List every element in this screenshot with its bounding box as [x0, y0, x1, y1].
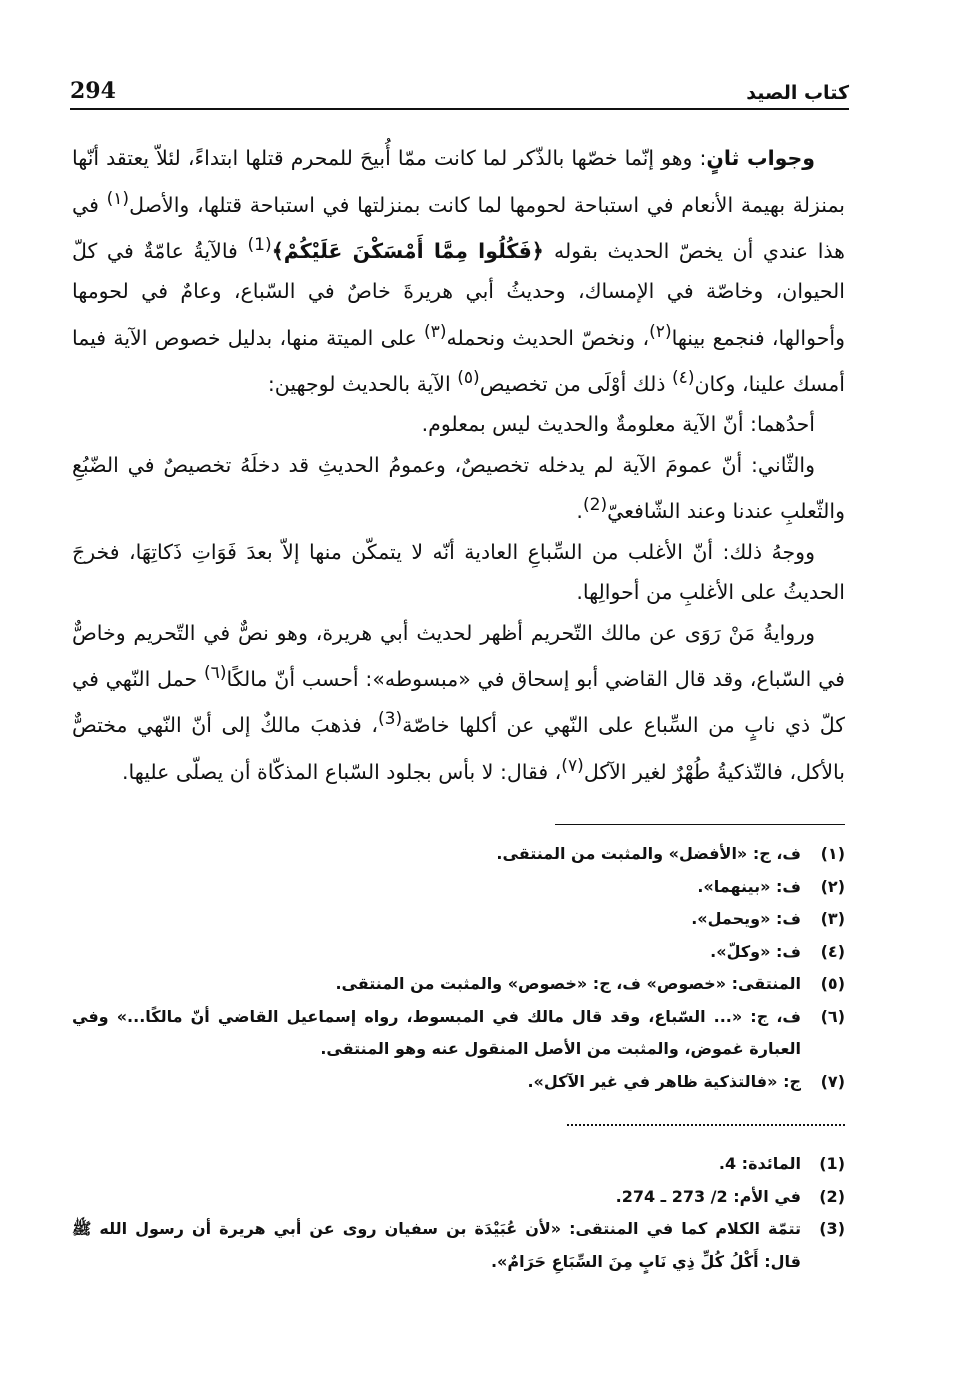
- paragraph-text: ذلك أوْلَى من تخصيص: [479, 371, 672, 396]
- footnote: [72, 1213, 845, 1278]
- footnote: [72, 1148, 845, 1181]
- paragraph-1: [72, 138, 845, 404]
- paragraph-text: والثّاني: أنّ عمومَ الآية لم يدخله تخصيصٌ، وعمومُ الحديثِ قد دخلَهُ تخصيصٌ في الضّبُعِ والثّعلبِ عندنا وعند الشّافعيّ: [72, 452, 845, 524]
- paragraph-text: : وهو إنّما خصّها بالذّكر لما كانت ممّا أُبيحَ للمحرم قتلها ابتداءً، لئلاّ يعتقد أنّها بمنزلة بهيمة الأنعام في استباحة لحومها لما كانت بمنزلتها في استباحة قتلها، والأصل: [72, 146, 845, 217]
- footnote-number: (1): [819, 1154, 845, 1173]
- footnote-number: (٥): [820, 974, 845, 993]
- paragraph-lead: وجواب ثانٍ: [706, 146, 815, 170]
- footnote-text: المائدة: 4.: [718, 1154, 801, 1173]
- footnote: [72, 871, 845, 904]
- paragraph-text: فالآيةُ عامّةٌ في كلّ الحيوان، وخاصّة في الإمساك، وحديثُ أبي هريرةَ خاصٌ في السّباع، وعامٌ في لحومها وأحوالها، فنجمع بينها: [72, 238, 845, 350]
- running-title: كتاب الصيد: [746, 82, 849, 104]
- footnote-text: ف: «بينهما».: [697, 876, 801, 896]
- paragraph-4: ووجهُ ذلك: أنّ الأغلب من السِّباعِ العادية أنّه لا يتمكّن منها إلاّ بعدَ فَوَاتِ ذَكاتِهَا، فخرجَ الحديثُ على الأغلبِ من أحوالِها.: [72, 539, 845, 605]
- footnote-number: (٣): [820, 909, 845, 928]
- footnote-separator: [555, 824, 845, 825]
- footnote: [72, 1001, 845, 1066]
- footnote: [72, 1066, 845, 1099]
- footnote-text: ف، ج: «الأفضل» والمثبت من المنتقى.: [496, 844, 801, 863]
- footnote-text: تتمّة الكلام كما في المنتقى: «لأن عُبَيْدَة بن سفيان روى عن أبي هريرة أن رسول الله ﷺ قال: أَكْلُ كُلِّ ذِي نَابٍ مِنَ السِّبَاعِ حَرَامٌ».: [72, 1219, 801, 1271]
- footnote-number: (٤): [820, 941, 845, 961]
- paragraph-3: [72, 445, 845, 532]
- page-number: 294: [70, 78, 116, 104]
- dotted-separator: [567, 1124, 845, 1126]
- footnote-text: ف: «ويحمل».: [691, 909, 801, 928]
- footnote-ref: (2): [582, 495, 608, 516]
- footnote-ref: (٧): [561, 755, 584, 776]
- paragraph-5: [72, 613, 845, 792]
- footnote-ref: (٤): [671, 367, 695, 388]
- footnote: [72, 1181, 845, 1214]
- footnote-text: ف، ج: «... السّباع، وقد قال مالك في المبسوط، رواه إسماعيل القاضي أنّ مالكًا...» وفي العبارة غموض، والمثبت من الأصل المنقول عنه وهو المنتقى.: [72, 1006, 801, 1058]
- page-header: [70, 74, 849, 110]
- paragraph-text: ، فقال: لا بأس بجلود السّباع المذكّاة أن يصلّى عليها.: [121, 759, 562, 784]
- footnote-text: ف: «وكلّ».: [710, 941, 801, 961]
- footnote-number: (3): [819, 1219, 845, 1238]
- footnote-ref: (٦): [203, 663, 227, 684]
- paragraph-2: أحدُهما: أنّ الآية معلومةٌ والحديث ليس بمعلوم.: [421, 412, 815, 437]
- paragraph-text: في هذا عندي أن يخصّ الحديث بقوله: [72, 192, 845, 263]
- footnote-ref: (1): [247, 234, 272, 255]
- footnote-text: ج: «فالتذكية ظاهر في غير الآكل».: [527, 1071, 801, 1091]
- footnote-number: (١): [820, 844, 845, 863]
- footnote: [72, 838, 845, 871]
- footnote-ref: (3): [377, 709, 403, 730]
- footnote-ref: (٥): [457, 367, 480, 388]
- paragraph-text: على الميتة منها، بدليل خصوص الآية فيما أمسك علينا، وكان: [72, 325, 845, 396]
- manuscript-footnotes: [72, 838, 845, 1098]
- footnote-text: في الأم: 2/ 273 ـ 274.: [615, 1186, 801, 1206]
- quran-quote: ﴿فَكُلُوا مِمَّا أَمْسَكْنَ عَلَيْكُمْ﴾: [271, 238, 555, 263]
- footnote-number: (2): [819, 1186, 845, 1206]
- main-text: [72, 138, 845, 792]
- footnote: [72, 936, 845, 969]
- footnote: [72, 968, 845, 1001]
- footnote-ref: (٣): [423, 321, 447, 342]
- footnote-ref: (١): [106, 188, 130, 209]
- paragraph-text: وروايةُ مَنْ رَوَى عن مالك التّحريم أظهر لحديث أبي هريرة، وهو نصٌّ في التّحريم وخاصٌّ في السّباع، وقد قال القاضي أبو إسحاق في «مبسوطه»: أحسب أنّ مالكًا: [72, 620, 845, 691]
- footnote-number: (٧): [820, 1071, 845, 1091]
- footnote-ref: (٢): [649, 321, 672, 342]
- footnote-text: المنتقى: «خصوص» ف، ج: «خصوص» والمثبت من المنتقى.: [335, 974, 801, 993]
- paragraph-text: ، فذهبَ مالكٌ إلى أنّ النّهي مختصٌّ بالأكل، فالتّذكيةُ طُهْرٌ لغير الآكل: [72, 713, 845, 784]
- paragraph-text: .: [576, 499, 583, 524]
- paragraph-text: ، ونخصّ الحديث ونحمله: [446, 325, 650, 350]
- paragraph-text: حمل النّهي في كلّ ذي نابٍ من السِّباع على النّهي عن أكلها خاصّة: [72, 666, 845, 738]
- paragraph-text: الآية بالحديث لوجهين:: [267, 371, 458, 396]
- editor-footnotes: [72, 1148, 845, 1278]
- footnote-number: (٦): [820, 1006, 845, 1026]
- footnote-number: (٢): [820, 876, 845, 896]
- footnote: [72, 903, 845, 936]
